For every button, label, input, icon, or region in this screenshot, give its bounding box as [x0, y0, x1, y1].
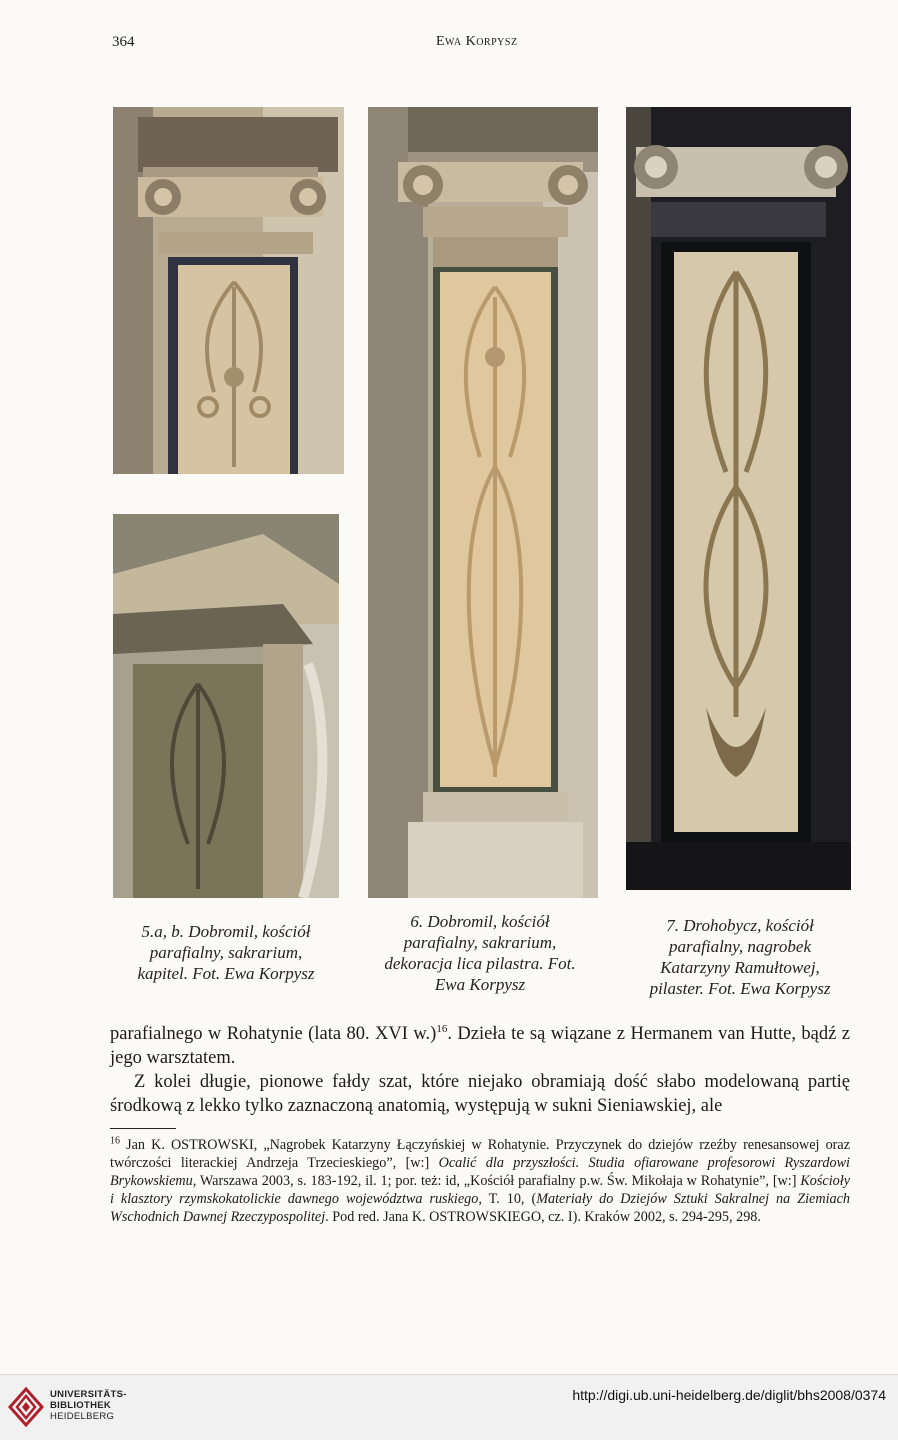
footnote-ref-16[interactable]: 16	[436, 1022, 448, 1035]
footer-bar	[0, 1374, 898, 1440]
caption-6-line-4: Ewa Korpysz	[434, 975, 526, 994]
caption-6-line-2: parafialny, sakrarium,	[403, 933, 557, 952]
caption-7-line-1: 7. Drohobycz, kościół	[666, 916, 814, 935]
university-library-logo-icon[interactable]	[8, 1387, 44, 1427]
caption-6-line-3: dekoracja lica pilastra. Fot.	[384, 954, 576, 973]
caption-5-line-3: kapitel. Fot. Ewa Korpysz	[137, 964, 315, 983]
photo-5a-capital	[113, 107, 344, 474]
caption-7-line-3: Katarzyny Ramułtowej,	[660, 958, 820, 977]
photo-5b-capital	[113, 514, 339, 898]
paragraph-1: parafialnego w Rohatynie (lata 80. XVI w.)$^{16}$. Dzieła te są wiązane z Hermanem van Hutte, bądź z jego warsztatem.	[110, 1022, 850, 1068]
caption-6	[362, 911, 598, 995]
university-library-logo-text[interactable]: UNIVERSITÄTS- BIBLIOTHEK HEIDELBERG	[50, 1389, 127, 1422]
caption-5	[112, 921, 340, 984]
body-text	[110, 1022, 850, 1118]
caption-7-line-4: pilaster. Fot. Ewa Korpysz	[649, 979, 831, 998]
photo-6-pilaster	[368, 107, 598, 898]
running-head-author: Ewa Korpysz	[436, 34, 518, 49]
source-url-link[interactable]: http://digi.ub.uni-heidelberg.de/diglit/bhs2008/0374	[572, 1387, 886, 1403]
caption-5-line-1: 5.a, b. Dobromil, kościół	[141, 922, 311, 941]
page-number: 364	[112, 34, 135, 50]
paragraph-2: Z kolei długie, pionowe fałdy szat, które niejako obramiają dość słabo modelowaną partię środkową z lekko tylko zaznaczoną anatomią, występują w sukni Sieniawskiej, ale	[110, 1072, 850, 1116]
caption-7	[622, 915, 858, 999]
caption-6-line-1: 6. Dobromil, kościół	[410, 912, 550, 931]
footnote-16: $^{16}$ Jan K. OSTROWSKI, „Nagrobek Katarzyny Łączyńskiej w Rohatynie. Przyczynek do dziejów rzeźby renesansowej oraz twórczości literackiej Andrzeja Trzecieskiego”, [w:] Ocalić dla przyszłości. Studia ofiarowane profesorowi Ryszardowi Brykowskiemu, Warszawa 2003, s. 183-192, il. 1; por. też: id, „Kościół parafialny p.w. Św. Mikołaja w Rohatynie”, [w:] Kościoły i klasztory rzymskokatolickie dawnego województwa ruskiego, T. 10, (Materiały do Dziejów Sztuki Sakralnej na Ziemiach Wschodnich Dawnej Rzeczypospolitej. Pod red. Jana K. OSTROWSKIEGO, cz. I). Kraków 2002, s. 294-295, 298.	[110, 1135, 850, 1225]
caption-7-line-2: parafialny, nagrobek	[669, 937, 811, 956]
footnote-divider	[110, 1128, 176, 1129]
caption-5-line-2: parafialny, sakrarium,	[149, 943, 303, 962]
photo-7-pilaster	[626, 107, 851, 890]
